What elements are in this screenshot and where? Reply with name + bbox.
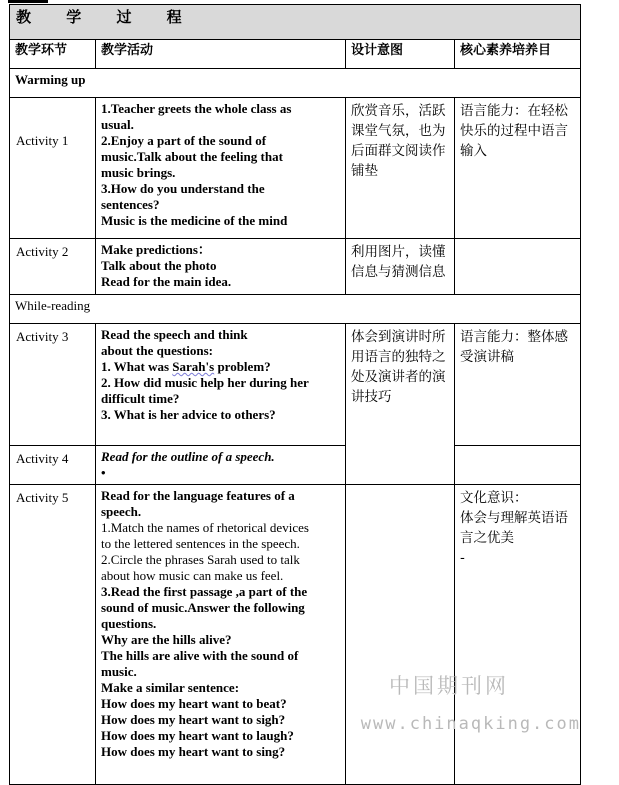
q1-prefix: 1. What was: [101, 359, 173, 374]
activity-5-line: about how music can make us feel.: [101, 568, 284, 583]
activity-4-line: Read for the outline of a speech.: [101, 449, 275, 464]
header-intent: 设计意图: [346, 40, 455, 69]
activity-4-label: Activity 4: [10, 446, 96, 485]
header-goal: 核心素养培养目: [455, 40, 581, 69]
activity-2-label: Activity 2: [10, 239, 96, 295]
activity-1-line: 3.How do you understand the: [101, 181, 265, 196]
activity-4-bullet: •: [101, 465, 106, 480]
activity-3-label: Activity 3: [10, 324, 96, 446]
activity-5-line: Read for the language features of a: [101, 488, 295, 503]
activity-5-line: Make a similar sentence:: [101, 680, 240, 695]
activity-3-line: difficult time?: [101, 391, 180, 406]
activity-5-line: speech.: [101, 504, 142, 519]
activity-5-goal-line: -: [460, 550, 465, 566]
activity-5-line: 3.Read the first passage ,a part of the: [101, 584, 308, 599]
activity-2-line: Read for the main idea.: [101, 274, 232, 289]
activity-1-intent: 欣赏音乐，活跃课堂气氛，也为后面群文阅读作铺垫: [346, 98, 455, 239]
activity-5-intent: [346, 485, 455, 785]
section-while-reading: While-reading: [10, 295, 581, 324]
activity-1-line: usual.: [101, 117, 134, 132]
table-title: 教 学 过 程: [10, 5, 581, 40]
activity-5-content: [96, 485, 346, 785]
activity-5-line: How does my heart want to beat?: [101, 696, 287, 711]
activity-3-line: 2. How did music help her during her: [101, 375, 309, 390]
activity-5-line: music.: [101, 664, 137, 679]
header-activity: 教学活动: [96, 40, 346, 69]
activity-1-line: sentences?: [101, 197, 160, 212]
activity-5-line: to the lettered sentences in the speech.: [101, 536, 300, 551]
activity-5-line: The hills are alive with the sound of: [101, 648, 299, 663]
activity-2-content: [96, 239, 346, 295]
activity-3-line: about the questions:: [101, 343, 213, 358]
activity-3-question-1: [101, 359, 340, 375]
activity-5-line: How does my heart want to sigh?: [101, 712, 286, 727]
activity-5-goal-line: 文化意识：: [460, 490, 528, 506]
activity-2-line: Talk about the photo: [101, 258, 217, 273]
activity-5-line: 1.Match the names of rhetorical devices: [101, 520, 309, 535]
activity-4-content: [96, 446, 346, 485]
top-rule: [8, 0, 48, 3]
section-warming-up: Warming up: [10, 69, 581, 98]
activity-3-goal: 语言能力：整体感受演讲稿: [455, 324, 581, 446]
activity-5-line: sound of music.Answer the following: [101, 600, 305, 615]
watermark-url: www.chinaqking.com: [360, 714, 581, 734]
activity-5-label: Activity 5: [10, 485, 96, 785]
activity-1-content: [96, 98, 346, 239]
activity-2-line: Make predictions：: [101, 242, 211, 257]
activity-1-line: music brings.: [101, 165, 176, 180]
activity-5-goal: [455, 485, 581, 785]
activity-3-line: 3. What is her advice to others?: [101, 407, 276, 422]
activity-1-goal: 语言能力：在轻松快乐的过程中语言输入: [455, 98, 581, 239]
activity-1-line: Music is the medicine of the mind: [101, 213, 288, 228]
watermark-logo-text: 中国期刊网: [389, 674, 509, 698]
activity-3-intent: 体会到演讲时所用语言的独特之处及演讲者的演讲技巧: [346, 324, 455, 485]
q1-suffix: problem?: [214, 359, 271, 374]
activity-1-line: 2.Enjoy a part of the sound of: [101, 133, 267, 148]
activity-2-goal: [455, 239, 581, 295]
activity-3-content: [96, 324, 346, 446]
activity-2-intent: 利用图片，读懂信息与猜测信息: [346, 239, 455, 295]
activity-5-line: Why are the hills alive?: [101, 632, 232, 647]
activity-5-line: How does my heart want to sing?: [101, 744, 286, 759]
activity-1-label: Activity 1: [10, 98, 96, 239]
header-stage: 教学环节: [10, 40, 96, 69]
activity-4-goal: [455, 446, 581, 485]
activity-1-line: music.Talk about the feeling that: [101, 149, 283, 164]
q1-name: Sarah's: [172, 359, 215, 374]
activity-3-line: Read the speech and think: [101, 327, 248, 342]
activity-5-line: 2.Circle the phrases Sarah used to talk: [101, 552, 300, 567]
lesson-plan-table: [9, 4, 581, 785]
activity-1-line: 1.Teacher greets the whole class as: [101, 101, 292, 116]
activity-5-line: How does my heart want to laugh?: [101, 728, 294, 743]
activity-5-line: questions.: [101, 616, 157, 631]
activity-5-goal-line: 体会与理解英语语言之优美: [460, 510, 568, 546]
